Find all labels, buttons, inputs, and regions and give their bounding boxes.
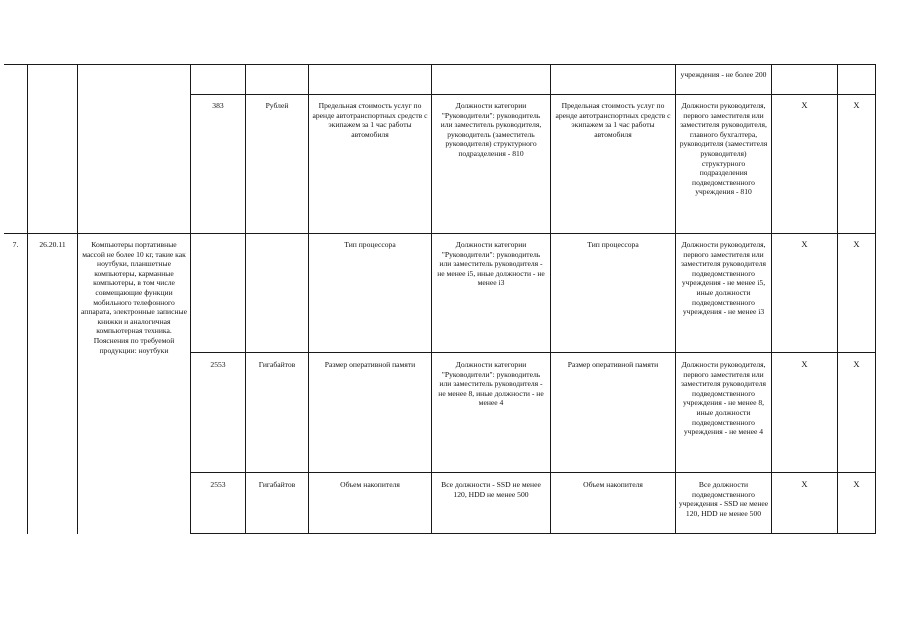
row3-characteristic: Размер оперативной памяти (324, 360, 416, 369)
row4-x1: X (801, 479, 808, 489)
row3-characteristic2: Размер оперативной памяти (567, 360, 659, 369)
row1-code: 383 (212, 101, 224, 110)
row2-value-sub: Должности руководителя, первого заместителя или заместителя руководителя подведомственного учреждения - не менее i5, иные должности подведомственного учреждения - не менее i3 (681, 240, 766, 317)
row2-number: 7. (12, 240, 19, 249)
row3-code: 2553 (210, 360, 226, 369)
row1-x1: X (801, 100, 808, 110)
row2-characteristic: Тип процессора (344, 240, 396, 249)
row2-x2: X (853, 239, 860, 249)
table-col-line-11 (875, 64, 876, 534)
row4-code: 2553 (210, 480, 226, 489)
row0-value-sub: учреждения - не более 200 (680, 70, 767, 79)
row2-okpd: 26.20.11 (39, 240, 66, 249)
table-rule-bottom (190, 533, 875, 534)
table-rule-row3 (190, 352, 875, 353)
row4-characteristic: Объем накопителя (340, 480, 400, 489)
table-col-line-1 (27, 64, 28, 534)
table-rule-row2 (4, 233, 875, 234)
table-rule-row1 (190, 94, 875, 95)
row3-unit: Гигабайтов (258, 360, 296, 369)
row3-x2: X (853, 359, 860, 369)
table-rule-row4 (190, 472, 875, 473)
table-rule-top (4, 64, 875, 65)
row3-x1: X (801, 359, 808, 369)
row2-value-org: Должности категории "Руководители": руководитель или заместитель руководителя - не менее i5, иные должности - не менее i3 (437, 240, 545, 288)
row4-x2: X (853, 479, 860, 489)
row3-value-sub: Должности руководителя, первого заместителя или заместителя руководителя подведомственного учреждения - не менее 8, иные должности подведомственного учреждения - не менее 4 (681, 360, 766, 437)
row2-x1: X (801, 239, 808, 249)
row1-x2: X (853, 100, 860, 110)
row1-characteristic: Предельная стоимость услуг по аренде автотранспортных средств с экипажем за 1 час работы автомобиля (312, 101, 428, 139)
table-col-line-3 (190, 64, 191, 534)
table-col-line-10 (837, 64, 838, 534)
table-col-line-9 (771, 64, 772, 534)
table-col-line-4 (245, 64, 246, 534)
row2-product-name: Компьютеры портативные массой не более 10 кг, такие как ноутбуки, планшетные компьютеры, карманные компьютеры, в том числе совмещающие функции мобильного телефонного аппарата, электронные записные книжки и аналогичная компьютерная техника. Пояснения по требуемой продукции: ноутбуки (81, 240, 187, 355)
row4-characteristic2: Объем накопителя (583, 480, 643, 489)
table-col-line-6 (431, 64, 432, 534)
row1-characteristic2: Предельная стоимость услуг по аренде автотранспортных средств с экипажем за 1 час работы автомобиля (555, 101, 671, 139)
row3-value-org: Должности категории "Руководители": руководитель или заместитель руководителя - не менее 8, иные должности - не менее 4 (438, 360, 544, 408)
row4-unit: Гигабайтов (258, 480, 296, 489)
row1-value-sub: Должности руководителя, первого заместителя или заместителя руководителя, главного бухгалтера, руководителя (заместителя руководителя) структурного подразделения подведомственного учреждения - 810 (679, 101, 768, 197)
row4-value-org: Все должности - SSD не менее 120, HDD не менее 500 (441, 480, 541, 499)
row4-value-sub: Все должности подведомственного учреждения - SSD не менее 120, HDD не менее 500 (678, 480, 769, 518)
row1-unit: Рублей (265, 101, 289, 110)
row2-characteristic2: Тип процессора (587, 240, 639, 249)
row1-value-org: Должности категории "Руководители": руководитель или заместитель руководителя, руководитель (заместитель руководителя) структурного подразделения - 810 (440, 101, 542, 158)
